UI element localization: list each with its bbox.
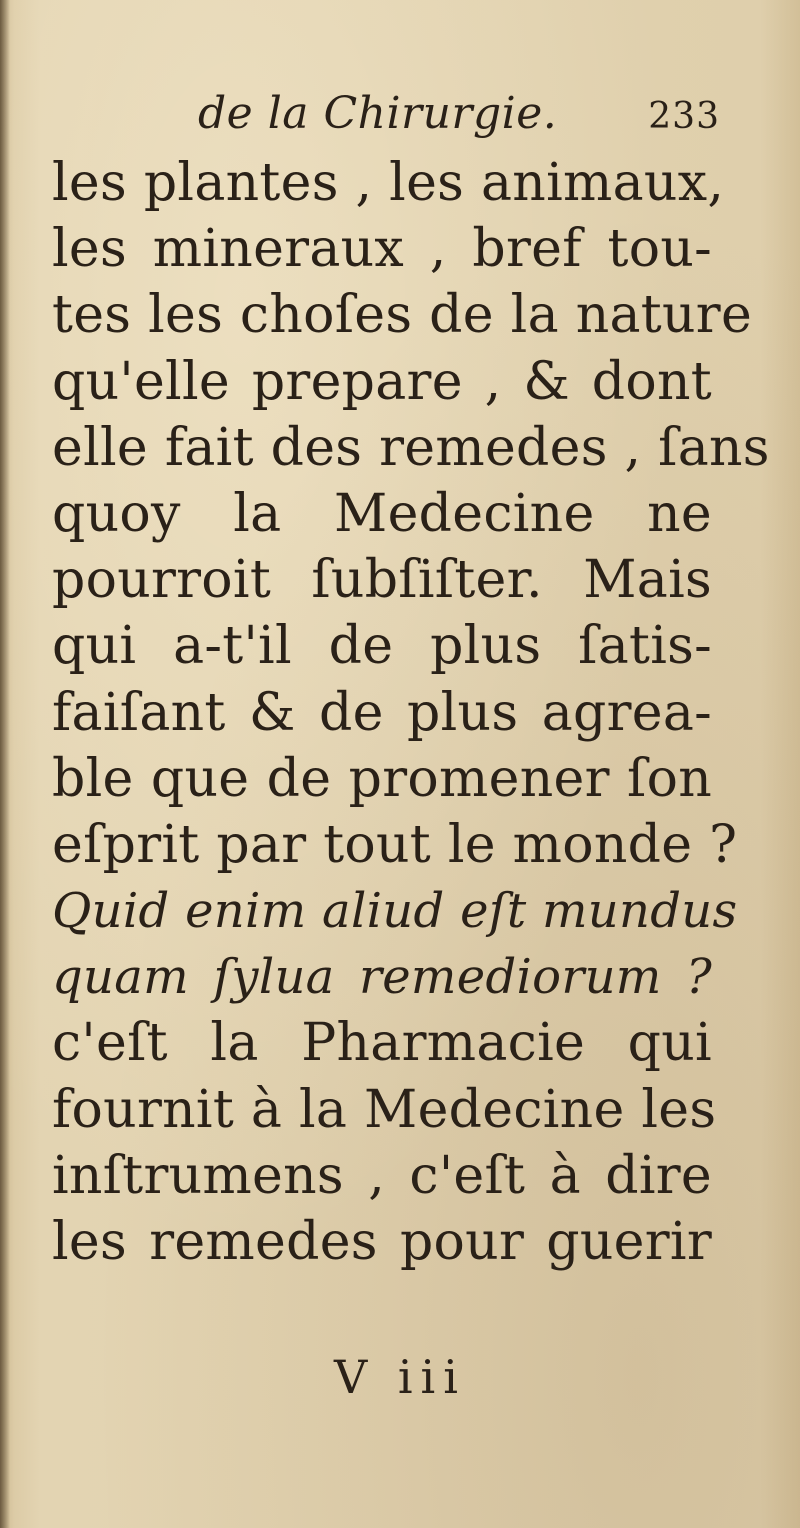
text-line: qu'elle prepare , & dont: [52, 351, 712, 412]
running-head: [60, 88, 760, 158]
text-line: pourroit ſubſiſter. Mais: [52, 550, 712, 611]
text-line: faiſant & de plus agrea-: [52, 682, 712, 743]
text-line: qui a-t'il de plus ſatis-: [52, 616, 712, 677]
text-line: ble que de promener ſon: [52, 748, 712, 809]
latin-quote-line: Quid enim aliud eſt mundus: [52, 883, 738, 940]
latin-quote-line: quam ſylua remediorum ?: [52, 949, 712, 1006]
running-title: de la Chirurgie.: [198, 88, 558, 139]
text-line: les remedes pour guerir: [52, 1212, 712, 1272]
text-line: quoy la Medecine ne: [52, 483, 712, 544]
page-number: 233: [648, 96, 720, 137]
signature-mark: V iii: [334, 1350, 466, 1404]
text-line: tes les choſes de la nature: [52, 285, 753, 346]
text-line: les plantes , les animaux,: [52, 153, 725, 213]
text-line: fournit à la Medecine les: [52, 1079, 717, 1140]
text-line: eſprit par tout le monde ?: [52, 814, 738, 875]
body-text: [52, 150, 770, 1275]
text-line: c'eſt la Pharmacie qui: [52, 1013, 712, 1074]
text-line: elle fait des remedes , ſans: [52, 417, 770, 478]
text-line: inſtrumens , c'eſt à dire: [52, 1145, 712, 1206]
text-line: les mineraux , bref tou-: [52, 219, 712, 280]
